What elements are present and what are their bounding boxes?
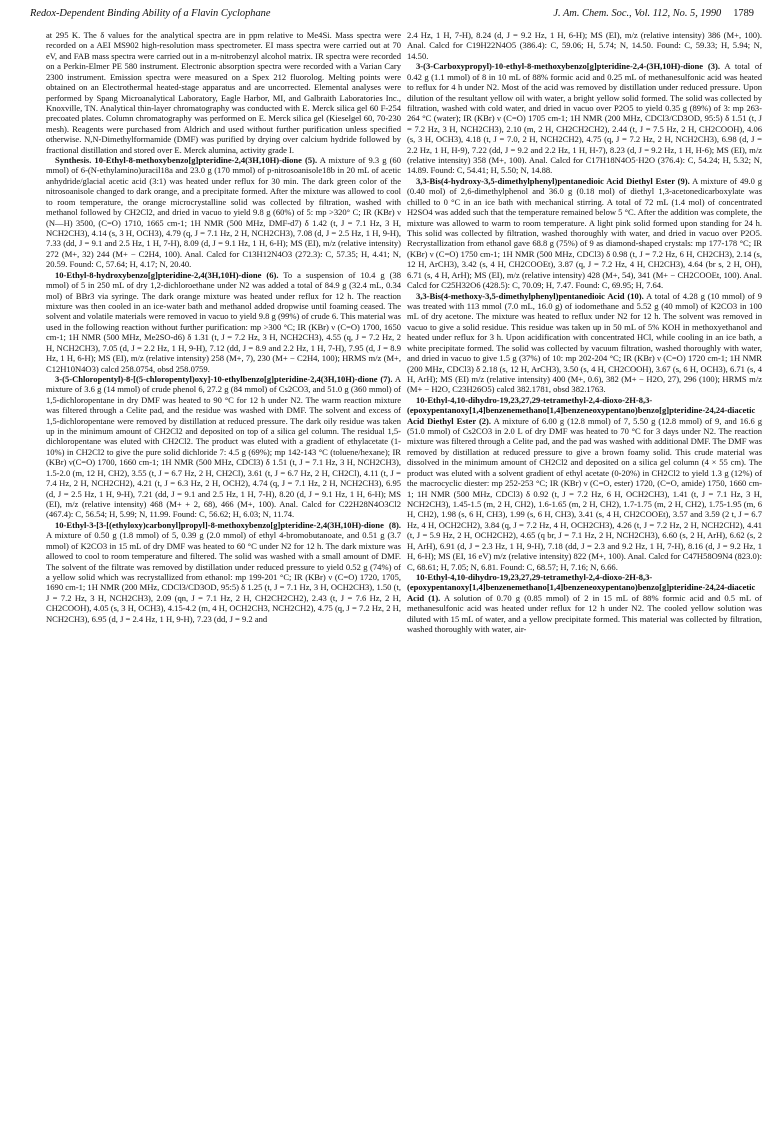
- paragraph: 10-Ethyl-4,10-dihydro-19,23,27,29-tetramethyl-2,4-dioxo-2H-8,3-(epoxypentanoxy[1,4]benzenemethano[1,4]benzeneoxypentano)benzo[g]pteridine-24,24-diacetic Acid (1). A solution of 0.70 g (0.85 mmol) of 2 in 15 mL of 88% formic acid and 0.5 mL of methanesulfonic acid was heated under reflux for 12 h under N2. The cooled yellow solution was diluted with 15 mL of water, and a yellow precipitate formed. This material was collected by filtration, washed thoroughly with water, air-: [407, 571, 762, 635]
- left-column: [46, 30, 401, 624]
- paragraph-title: Synthesis. 10-Ethyl-8-methoxybenzo[g]pteridine-2,4(3H,10H)-dione (5).: [55, 155, 318, 166]
- paragraph: 10-Ethyl-8-hydroxybenzo[g]pteridine-2,4(3H,10H)-dione (6). To a suspension of 10.4 g (38 mmol) of 5 in 250 mL of dry 1,2-dichloroethane under N2 was added a total of 84.9 g (32.4 mL, 0.34 mol) of BBr3 via syringe. The dark orange mixture was heated under reflux for 12 h. The reaction mixture was then cooled in an ice-water bath and methanol added dropwise until foaming ceased. The solvent and volatile materials were removed in vacuo to yield 9.8 g (99%) of crude 6. This material was used in the following reaction without further purification: mp >300 °C; IR (KBr) ν (C=O) 1700, 1650 cm-1; 1H NMR (500 MHz, Me2SO-d6) δ 1.31 (t, J = 7.2 Hz, 3 H, NCH2CH3), 4.55 (q, J = 7.2 Hz, 2 H, NCH2CH3), 7.05 (d, J = 2.2 Hz, 1 H, 9-H), 7.12 (dd, J = 8.9 and 2.2 Hz, 1 H, 7-H), 7.95 (d, J = 8.9 Hz, 1 H, 6-H); MS (EI), m/z (relative intensity) 258 (M+, 7), 230 (M+ − C2H4, 100); HRMS m/z (M+, C12H10N4O3) calcd 258.0754, obsd 258.0759.: [46, 269, 401, 374]
- paragraph: 3-(3-Carboxypropyl)-10-ethyl-8-methoxybenzo[g]pteridine-2,4-(3H,10H)-dione (3). A total of 0.42 g (1.1 mmol) of 8 in 10 mL of 88% formic acid and 0.25 mL of methanesulfonic acid was heated to reflux for 4 h under N2. Most of the acid was removed by distillation under reduced pressure. Upon dilution of the resultant yellow oil with water, a bright yellow solid formed. The solid was collected by filtration, washed with cold water, and dried in vacuo over P2O5 to yield 0.35 g (89%) of 3: mp 263-264 °C (water); IR (KBr) ν (C=O) 1705 cm-1; 1H NMR (200 MHz, CDCl3/CD3OD, 95:5) δ 1.51 (t, J = 7.2 Hz, 3 H, NCH2CH3), 2.10 (m, 2 H, CH2CH2CH2), 2.44 (t, J = 7.5 Hz, 2 H, CH2COOH), 4.06 (s, 3 H, OCH3), 4.18 (t, J = 7.0, 2 H, NCH2CH2), 4.75 (q, J = 7.2 Hz, 2 H, NCH2CH3), 6.98 (d, J = 2.2 Hz, 1 H, H-9), 7.22 (dd, J = 9.2 and 2.2 Hz, 1 H, H-7), 8.23 (d, J = 9.2 Hz, 1 H, H-6); MS (EI), m/z (relative intensity) 358 (M+, 100). Anal. Calcd for C17H18N4O5·H2O (376.4): C, 54.24; H, 5.32; N, 14.89. Found: C, 54.41; H, 5.50; N, 14.88.: [407, 61, 762, 176]
- journal-citation: [553, 8, 754, 19]
- paragraph: at 295 K. The δ values for the analytical spectra are in ppm relative to Me4Si. Mass spectra were recorded on a AEI MS902 high-resolution mass spectrometer. EI mass spectra were carried out at 70 eV, and FAB mass spectra were carried out in a m-nitrobenzyl alcohol matrix. IR spectra were recorded on a Perkin-Elmer PE 580 instrument. Electronic absorption spectra were recorded with a Varian Cary 2300 instrument. Emission spectra were measured on a Spex 212 fluorolog. Melting points were obtained on an Electrothermal heated-stage apparatus and are uncorrected. Elemental analyses were performed by Spang Microanalytical Laboratory, Eagle Harbor, MI, and Galbraith Laboratories Inc., Knoxville, TN. Analytical thin-layer chromatography was conducted with E. Merck silica gel 60 F-254 precoated plates. Column chromatography was performed on E. Merck silica gel (Kieselgel 60, 70-230 mesh). Reagents were purchased from Aldrich and used without further purification unless specified otherwise. N,N-Dimethylformamide (DMF) was purified by drying over calcium hydride followed by fractional distillation and stored over E. Merck alumina, activity grade I.: [46, 30, 401, 155]
- paragraph-title: 3,3-Bis(4-hydroxy-3,5-dimethylphenyl)pentanedioic Acid Diethyl Ester (9).: [416, 175, 690, 186]
- paragraph: Synthesis. 10-Ethyl-8-methoxybenzo[g]pteridine-2,4(3H,10H)-dione (5). A mixture of 9.3 g (60 mmol) of 6-(N-ethylamino)uracil18a and 23.0 g (170 mmol) of p-nitrosoanisole18b in 20 mL of acetic anhydride/glacial acetic acid (3:1) was heated under reflux for 30 min. The dark green color of the nitrosoanisole changed to dark orange, and a precipitate formed. After the mixture was allowed to cool to room temperature, the orange microcrystalline solid was collected by filtration, washed with methanol followed by CH2Cl2, and dried in vacuo to yield 9.8 g (60%) of 5: mp >320° C; IR (KBr) ν (N—H) 3500, (C=O) 1710, 1665 cm-1; 1H NMR (500 MHz, DMF-d7) δ 1.42 (t, J = 7.1 Hz, 3 H, NCH2CH3), 4.14 (s, 3 H, OCH3), 4.79 (q, J = 7.1 Hz, 2 H, NCH2CH3), 7.08 (d, J = 2.5 Hz, 1 H, 9-H), 7.33 (dd, J = 9.1 and 2.5 Hz, 1 H, 7-H), 8.09 (d, J = 9.1 Hz, 1 H, 6-H); MS (EI), m/z (relative intensity) 272 (M+, 32) 244 (M+ − C2H4, 100). Anal. Calcd for C13H12N4O3 (272.3): C, 57.35; H, 4.41; N, 20.59. Found: C, 57.64; H, 4.17; N, 20.40.: [46, 155, 401, 270]
- paragraph-title: 10-Ethyl-3-[3-[(ethyloxy)carbonyl]propyl]-8-methoxybenzo[g]pteridine-2,4(3H,10H)-dione (8).: [55, 519, 401, 530]
- page-number: 1789: [733, 8, 754, 19]
- paragraph: 3,3-Bis(4-hydroxy-3,5-dimethylphenyl)pentanedioic Acid Diethyl Ester (9). A mixture of 49.0 g (0.40 mol) of 2,6-dimethylphenol and 36.0 g (0.18 mol) of diethyl 1,3-acetonedicarboxylate was chilled to 0 °C in an ice bath with mechanical stirring. A total of 72 mL (1.4 mol) of concentrated H2SO4 was added such that the temperature remained below 5 °C. After the addition was complete, the mixture was allowed to warm to room temperature. A light pink solid formed upon standing for 24 h. This solid was collected by filtration, washed thoroughly with water, and dried in vacuo over P2O5. Recrystallization from ethanol gave 68.8 g (75%) of 9 as diamond-shaped crystals: mp 177-178 °C; IR (KBr) ν (C=O) 1750 cm-1; 1H NMR (500 MHz, CDCl3) δ 0.98 (t, J = 7.2 Hz, 6 H, CH2CH3), 2.14 (s, 12 H, ArCH3), 3.42 (s, 4 H, CH2COOEt), 3.87 (q, J = 7.2 Hz, 4 H, CH2CH3), 4.64 (br s, 2 H, OH), 6.71 (s, 4 H, ArH); MS (EI), m/z (relative intensity) 428 (M+, 54), 341 (M+ − CH2COOEt, 100). Anal. Calcd for C25H32O6 (428.5): C, 70.09; H, 7.47. Found: C, 69.95; H, 7.64.: [407, 175, 762, 291]
- paragraph-title: 10-Ethyl-4,10-dihydro-19,23,27,29-tetramethyl-2,4-dioxo-2H-8,3-(epoxypentanoxy[1,4]benzenemethano[1,4]benzeneoxypentano)benzo[g]pteridine-24,24-diacetic Acid Diethyl Ester (2).: [407, 394, 756, 426]
- paragraph: 10-Ethyl-3-[3-[(ethyloxy)carbonyl]propyl]-8-methoxybenzo[g]pteridine-2,4(3H,10H)-dione (8). A mixture of 0.50 g (1.8 mmol) of 5, 0.39 g (2.0 mmol) of ethyl 4-bromobutanoate, and 0.51 g (3.7 mmol) of K2CO3 in 15 mL of dry DMF was heated to 60 °C under N2 for 12 h. The dark mixture was allowed to cool to room temperature and filtered. The solid was washed with a small amount of DMF. The solvent of the filtrate was removed by distillation under reduced pressure to yield 0.52 g (74%) of a yellow solid which was recrystallized from ethanol: mp 199-201 °C; IR (KBr) ν (C=O) 1720, 1705, 1690 cm-1; 1H NMR (200 MHz, CDCl3/CD3OD, 95:5) δ 1.25 (t, J = 7.1 Hz, 3 H, OCH2CH3), 1.50 (t, J = 7.2 Hz, 3 H, NCH2CH3), 2.09 (qn, J = 7.1 Hz, 2 H, CH2CH2CH2), 2.43 (t, J = 7.6 Hz, 2 H, CH2COOH), 4.05 (s, 3 H, OCH3), 4.15-4.2 (m, 4 H, OCH2CH3, NCH2CH2), 4.75 (q, J = 7.2 Hz, 2 H, NCH2CH3), 6.95 (d, J = 2.4 Hz, 1 H, 9-H), 7.23 (dd, J = 9.2 and: [46, 519, 401, 624]
- paragraph-title: 3,3-Bis(4-methoxy-3,5-dimethylphenyl)pentanedioic Acid (10).: [416, 290, 644, 301]
- paragraph: 3-(5-Chloropentyl)-8-[(5-chloropentyl)oxy]-10-ethylbenzo[g]pteridine-2,4(3H,10H)-dione (7). A mixture of 3.6 g (14 mmol) of crude phenol 6, 27.2 g (84 mmol) of Cs2CO3, and 51.0 g (360 mmol) of 1,5-dichloropentane in dry DMF was heated to 90 °C for 12 h under N2. The warm reaction mixture was filtered through a Celite pad, and the residue was washed with DMF. The solvent and excess of 1,5-dichloropentane were removed by distillation at reduced pressure. The dark oily residue was taken up in the minimum amount of CH2Cl2 and deposited on top of a silica gel column. The residual 1,5-dichloropentane was eluted with CH2Cl2. The product was eluted with a gradient of ethylacetate (1-10%) in CH2Cl2 to give the pure solid dichloride 7: 4.5 g (69%); mp 142-143 °C (toluene/hexane); IR (KBr) ν(C=O) 1700, 1660 cm-1; 1H NMR (500 MHz, CDCl3) δ 1.51 (t, J = 7.1 Hz, 3 H, NCH2CH3), 1.5-2.0 (m, 12 H, CH2), 3.55 (t, J = 6.7 Hz, 2 H, CH2Cl), 3.61 (t, J = 6.7 Hz, 2 H, CH2Cl), 4.11 (t, J = 7.4 Hz, 2 H, NCH2CH2), 4.21 (t, J = 6.3 Hz, 2 H, OCH2), 4.74 (q, J = 7.1 Hz, 2 H, NCH2CH3), 6.95 (d, J = 2.5 Hz, 1 H, 9-H), 7.21 (dd, J = 9.1 and 2.5 Hz, 1 H, 7-H), 8.20 (d, J = 9.1 Hz, 1 H, 6-H); MS (EI), m/z (relative intensity) 468 (M+ + 2, 68), 466 (M+, 100). Anal. Calcd for C22H28N4O3Cl2 (467.4): C, 56.54; H, 5.99; N, 11.99. Found: C, 56.62; H, 6.03; N, 11.74.: [46, 373, 401, 520]
- paragraph: 3,3-Bis(4-methoxy-3,5-dimethylphenyl)pentanedioic Acid (10). A total of 4.28 g (10 mmol) of 9 was treated with 113 mmol (7.0 mL, 16.0 g) of iodomethane and 5.52 g (40 mmol) of K2CO3 in 100 mL of dry acetone. The mixture was heated to reflux under N2 for 12 h. The solvent was removed in vacuo to give a solid residue. This residue was taken up in 50 mL of 5% KOH in methoxyethanol and heated under reflux for 3 h. Upon acidification with concentrated HCl, while cooling in an ice bath, a white precipitate formed. The solid was collected by vacuum filtration, washed thoroughly with water, and dried in vacuo to give 1.5 g (37%) of 10: mp 202-204 °C; IR (KBr) ν (C=O) 1720 cm-1; 1H NMR (200 MHz, CDCl3) δ 2.18 (s, 12 H, ArCH3), 3.50 (s, 4 H, CH2COOH), 3.67 (s, 6 H, OCH3), 6.71 (s, 4 H, ArH); MS (EI) m/z (relative intensity) 400 (M+, 0.6), 382 (M+ − H2O, 27), 296 (100); HRMS m/z (M+ − H2O, C23H26O5) calcd 382.1781, obsd 382.1763.: [407, 290, 762, 395]
- running-title: Redox-Dependent Binding Ability of a Flavin Cyclophane: [30, 8, 271, 19]
- journal-name: J. Am. Chem. Soc., Vol. 112, No. 5, 1990: [553, 8, 722, 19]
- paragraph-title: 10-Ethyl-8-hydroxybenzo[g]pteridine-2,4(3H,10H)-dione (6).: [55, 269, 279, 280]
- paragraph: 10-Ethyl-4,10-dihydro-19,23,27,29-tetramethyl-2,4-dioxo-2H-8,3-(epoxypentanoxy[1,4]benzenemethano[1,4]benzeneoxypentano)benzo[g]pteridine-24,24-diacetic Acid Diethyl Ester (2). A mixture of 6.00 g (12.8 mmol) of 7, 5.50 g (12.8 mmol) of 9, and 16.6 g (51.0 mmol) of Cs2CO3 in 2.0 L of dry DMF was heated to 70 °C for 3 days under N2. The reaction mixture was filtered through a Celite pad, and the pad was washed with additional DMF. The DMF was removed by distillation at reduced pressure to give a brown foamy solid. This crude material was dissolved in the minimum amount of CH2Cl2 and deposited on a silica gel column (4 × 55 cm). The product was eluted with a solvent gradient of ethyl acetate (0-20%) in CH2Cl2 to yield 1.3 g (12%) of the macrocyclic diester: mp 252-253 °C; IR (KBr) ν (C=O, ester) 1720, (C=O, amide) 1750, 1660 cm-1; 1H NMR (500 MHz, CDCl3) δ 0.92 (t, J = 7.2 Hz, 6 H, OCH2CH3), 1.41 (t, J = 7.1 Hz, 3 H, NCH2CH3), 1.45-1.5 (m, 2 H, CH2), 1.6-1.65 (m, 2 H, CH2), 1.7-1.75 (m, 2 H, CH2), 1.75-1.95 (m, 6 H, CH2), 1.98 (s, 6 H, CH3), 1.99 (s, 6 H, CH3), 3.41 (s, 4 H, CH2COOEt), 3.57 and 3.59 (2 t, J = 6.7 Hz, 4 H, OCH2CH2), 3.84 (q, J = 7.2 Hz, 4 H, OCH2CH3), 4.26 (t, J = 7.2 Hz, 2 H, NCH2CH2), 4.41 (t, J = 5.9 Hz, 2 H, OCH2CH2), 4.65 (q br, J = 7.1 Hz, 2 H, NCH2CH3), 6.60 (s, 2 H, ArH), 6.62 (s, 2 H, ArH), 6.91 (d, J = 2.3 Hz, 1 H, 9-H), 7.18 (dd, J = 2.3 and 9.2 Hz, 1 H, 7-H), 8.16 (d, J = 9.2 Hz, 1 H, 6-H); MS (EI, 16 eV) m/z (relative intensity) 822 (M+, 100). Anal. Calcd for C47H58O9N4 (823.0): C, 68.61; H, 7.05; N, 6.81. Found: C, 68.57; H, 7.16; N, 6.66.: [407, 394, 762, 572]
- paragraph-title: 10-Ethyl-4,10-dihydro-19,23,27,29-tetramethyl-2,4-dioxo-2H-8,3-(epoxypentanoxy[1,4]benzenemethano[1,4]benzeneoxypentano)benzo[g]pteridine-24,24-diacetic Acid (1).: [407, 571, 756, 603]
- running-header: [30, 8, 754, 26]
- paragraph: 2.4 Hz, 1 H, 7-H), 8.24 (d, J = 9.2 Hz, 1 H, 6-H); MS (EI), m/z (relative intensity) 386 (M+, 100). Anal. Calcd for C19H22N4O5 (386.4): C, 59.06; H, 5.74; N, 14.50. Found: C, 59.33; H, 5.94; N, 14.50.: [407, 30, 762, 61]
- right-column: [407, 30, 762, 634]
- paragraph-title: 3-(5-Chloropentyl)-8-[(5-chloropentyl)oxy]-10-ethylbenzo[g]pteridine-2,4(3H,10H)-dione (7).: [55, 373, 393, 384]
- paragraph-title: 3-(3-Carboxypropyl)-10-ethyl-8-methoxybenzo[g]pteridine-2,4-(3H,10H)-dione (3).: [416, 61, 720, 72]
